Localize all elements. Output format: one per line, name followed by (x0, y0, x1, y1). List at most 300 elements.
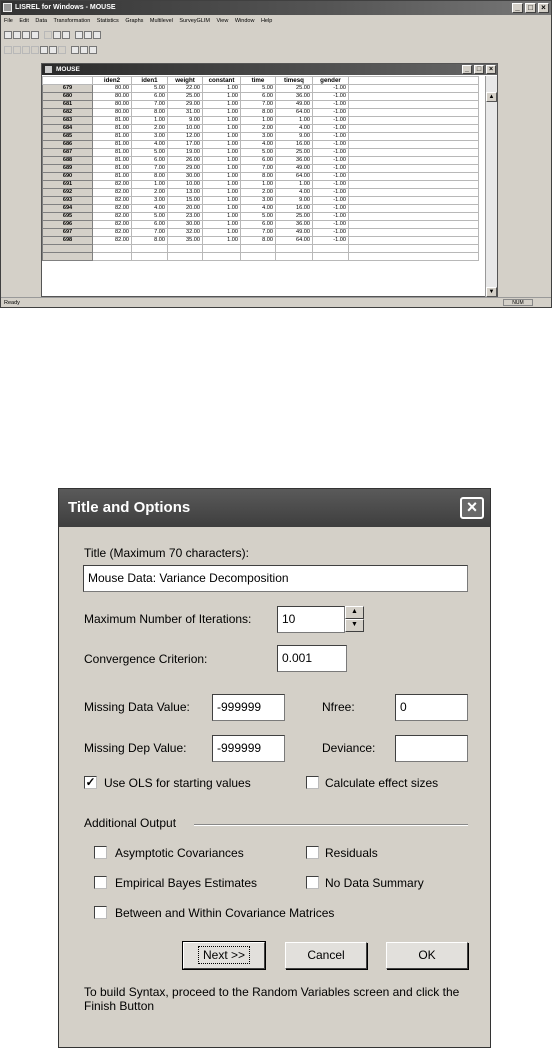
data-cell[interactable]: 29.00 (168, 165, 203, 173)
data-cell[interactable]: -1.00 (313, 85, 349, 93)
data-cell[interactable]: 82.00 (93, 197, 132, 205)
menu-window[interactable]: Window (234, 18, 255, 24)
info-icon[interactable] (84, 31, 92, 39)
data-cell[interactable]: -1.00 (313, 213, 349, 221)
missing-dep-label: Missing Dep Value: (84, 741, 187, 755)
data-cell[interactable]: 7.00 (132, 101, 168, 109)
data-cell[interactable]: 81.00 (93, 149, 132, 157)
row-number-cell[interactable]: 688 (43, 157, 93, 165)
data-cell[interactable]: 1.00 (203, 173, 241, 181)
table-row (43, 165, 479, 173)
missing-data-input[interactable]: -999999 (212, 694, 285, 721)
status-bar (1, 297, 551, 307)
nav-last-icon[interactable] (31, 46, 39, 54)
data-cell[interactable]: 4.00 (241, 205, 276, 213)
delete-icon[interactable] (58, 46, 66, 54)
data-cell[interactable]: 82.00 (93, 205, 132, 213)
table-row (43, 157, 479, 165)
next-button-label: Next >> (198, 946, 250, 964)
empty-cell[interactable] (132, 245, 168, 253)
scroll-up-icon[interactable]: ▲ (486, 92, 497, 102)
no-data-summary-checkbox[interactable] (306, 876, 319, 889)
row-number-cell[interactable]: 689 (43, 165, 93, 173)
column-header[interactable]: weight (168, 77, 203, 85)
empty-cell[interactable] (349, 245, 479, 253)
data-cell[interactable]: 8.00 (241, 109, 276, 117)
row-number-cell[interactable]: 698 (43, 237, 93, 245)
row-number-cell[interactable]: 691 (43, 181, 93, 189)
data-cell[interactable]: 6.00 (132, 93, 168, 101)
data-cell[interactable]: -1.00 (313, 93, 349, 101)
menu-bar (1, 16, 551, 26)
menu-statistics[interactable]: Statistics (96, 18, 119, 24)
data-cell[interactable]: 8.00 (132, 173, 168, 181)
column-header[interactable]: timesq (276, 77, 313, 85)
effect-sizes-checkbox[interactable] (306, 776, 319, 789)
data-cell[interactable]: 30.00 (168, 221, 203, 229)
row-number-cell[interactable]: 692 (43, 189, 93, 197)
paste-icon[interactable] (62, 31, 70, 39)
data-cell[interactable]: 8.00 (132, 109, 168, 117)
between-within-checkbox[interactable] (94, 906, 107, 919)
dialog-title-bar (59, 489, 490, 527)
data-cell[interactable]: 3.00 (132, 133, 168, 141)
data-cell[interactable]: 81.00 (93, 133, 132, 141)
data-cell[interactable]: 1.00 (203, 149, 241, 157)
empty-cell[interactable] (349, 229, 479, 237)
nav-prev-icon[interactable] (13, 46, 21, 54)
empty-cell[interactable] (168, 245, 203, 253)
row-number-cell[interactable]: 686 (43, 141, 93, 149)
data-cell[interactable]: 4.00 (132, 141, 168, 149)
document-icon (45, 66, 52, 73)
row-number-cell[interactable] (43, 253, 93, 261)
empty-cell[interactable] (313, 253, 349, 261)
menu-edit[interactable]: Edit (19, 18, 29, 24)
main-window-title: LISREL for Windows - MOUSE (15, 4, 116, 11)
data-cell[interactable]: 49.00 (276, 101, 313, 109)
data-cell[interactable]: 9.00 (168, 117, 203, 125)
empirical-bayes-checkbox[interactable] (94, 876, 107, 889)
column-header[interactable]: gender (313, 77, 349, 85)
empty-cell[interactable] (349, 181, 479, 189)
data-cell[interactable]: 7.00 (241, 101, 276, 109)
row-number-cell[interactable]: 679 (43, 85, 93, 93)
empty-cell[interactable] (349, 253, 479, 261)
data-cell[interactable]: 80.00 (93, 93, 132, 101)
next-button[interactable] (183, 942, 265, 969)
minimize-icon[interactable]: _ (512, 3, 523, 13)
data-cell[interactable]: -1.00 (313, 125, 349, 133)
data-cell[interactable]: 6.00 (241, 93, 276, 101)
data-cell[interactable]: 2.00 (132, 125, 168, 133)
copy-icon[interactable] (53, 31, 61, 39)
data-cell[interactable]: 1.00 (203, 205, 241, 213)
data-cell[interactable]: 3.00 (241, 197, 276, 205)
empty-cell[interactable] (349, 165, 479, 173)
empty-cell[interactable] (276, 245, 313, 253)
cascade-icon[interactable] (80, 46, 88, 54)
data-cell[interactable]: 26.00 (168, 157, 203, 165)
data-cell[interactable]: 7.00 (132, 229, 168, 237)
empty-cell[interactable] (349, 141, 479, 149)
empty-cell[interactable] (349, 109, 479, 117)
empty-cell[interactable] (276, 253, 313, 261)
row-number-cell[interactable]: 695 (43, 213, 93, 221)
scroll-down-icon[interactable]: ▼ (486, 287, 497, 297)
spreadsheet-grid (42, 76, 482, 297)
data-cell[interactable]: 82.00 (93, 181, 132, 189)
between-within-label: Between and Within Covariance Matrices (115, 906, 335, 920)
data-cell[interactable]: 1.00 (203, 213, 241, 221)
missing-dep-input[interactable]: -999999 (212, 735, 285, 762)
data-cell[interactable]: 81.00 (93, 165, 132, 173)
data-cell[interactable]: 49.00 (276, 229, 313, 237)
menu-view[interactable]: View (216, 18, 229, 24)
empty-cell[interactable] (349, 237, 479, 245)
data-cell[interactable]: 1.00 (203, 229, 241, 237)
max-iterations-spinner[interactable] (345, 606, 364, 633)
data-cell[interactable]: 81.00 (93, 125, 132, 133)
maximize-icon[interactable]: □ (525, 3, 536, 13)
child-minimize-icon[interactable]: _ (462, 65, 472, 74)
data-cell[interactable]: 49.00 (276, 165, 313, 173)
data-cell[interactable]: 1.00 (203, 221, 241, 229)
nav-first-icon[interactable] (4, 46, 12, 54)
data-cell[interactable]: 10.00 (168, 125, 203, 133)
menu-graphs[interactable]: Graphs (125, 18, 144, 24)
print-icon[interactable] (75, 31, 83, 39)
column-header[interactable]: time (241, 77, 276, 85)
data-cell[interactable]: 8.00 (241, 237, 276, 245)
empty-column-header[interactable] (349, 77, 479, 85)
data-cell[interactable]: 25.00 (168, 93, 203, 101)
empty-cell[interactable] (203, 245, 241, 253)
title-input[interactable]: Mouse Data: Variance Decomposition (83, 565, 468, 592)
help-icon[interactable] (93, 31, 101, 39)
data-cell[interactable]: 3.00 (241, 133, 276, 141)
empty-cell[interactable] (349, 189, 479, 197)
data-cell[interactable]: 16.00 (276, 205, 313, 213)
data-cell[interactable]: 1.00 (203, 93, 241, 101)
data-cell[interactable]: 2.00 (241, 189, 276, 197)
data-cell[interactable]: 25.00 (276, 149, 313, 157)
data-cell[interactable]: 1.00 (203, 109, 241, 117)
data-cell[interactable]: -1.00 (313, 189, 349, 197)
data-cell[interactable]: 4.00 (276, 189, 313, 197)
empty-cell[interactable] (93, 253, 132, 261)
data-cell[interactable]: 81.00 (93, 173, 132, 181)
row-number-cell[interactable]: 682 (43, 109, 93, 117)
data-cell[interactable]: 5.00 (241, 85, 276, 93)
empty-cell[interactable] (349, 85, 479, 93)
table-row (43, 221, 479, 229)
table-row (43, 109, 479, 117)
data-cell[interactable]: 19.00 (168, 149, 203, 157)
data-cell[interactable]: 1.00 (203, 181, 241, 189)
close-icon[interactable]: × (538, 3, 549, 13)
data-cell[interactable]: 82.00 (93, 189, 132, 197)
main-title-bar (1, 1, 551, 15)
menu-transformation[interactable]: Transformation (53, 18, 91, 24)
max-iterations-input[interactable]: 10 (277, 606, 345, 633)
table-row (43, 141, 479, 149)
data-cell[interactable]: 1.00 (241, 117, 276, 125)
vertical-scrollbar[interactable] (485, 76, 497, 297)
table-row (43, 85, 479, 93)
row-number-cell[interactable]: 693 (43, 197, 93, 205)
empty-cell[interactable] (349, 213, 479, 221)
deviance-input[interactable] (395, 735, 468, 762)
data-cell[interactable]: 17.00 (168, 141, 203, 149)
data-cell[interactable]: -1.00 (313, 117, 349, 125)
dialog-close-icon[interactable]: × (460, 497, 484, 519)
data-cell[interactable]: 1.00 (203, 133, 241, 141)
empty-cell[interactable] (349, 117, 479, 125)
column-header[interactable]: iden2 (93, 77, 132, 85)
data-cell[interactable]: 7.00 (132, 165, 168, 173)
data-cell[interactable]: 81.00 (93, 157, 132, 165)
data-cell[interactable]: 12.00 (168, 133, 203, 141)
data-cell[interactable]: 1.00 (203, 117, 241, 125)
empty-cell[interactable] (349, 205, 479, 213)
spin-down-icon[interactable]: ▼ (345, 619, 364, 632)
empty-cell[interactable] (349, 157, 479, 165)
cancel-button[interactable]: Cancel (285, 942, 367, 969)
data-cell[interactable]: 1.00 (276, 181, 313, 189)
tile-icon[interactable] (71, 46, 79, 54)
data-cell[interactable]: 32.00 (168, 229, 203, 237)
data-cell[interactable]: -1.00 (313, 181, 349, 189)
row-number-cell[interactable]: 684 (43, 125, 93, 133)
empty-cell[interactable] (349, 221, 479, 229)
empty-cell[interactable] (349, 149, 479, 157)
save-icon[interactable] (22, 31, 30, 39)
data-cell[interactable]: 80.00 (93, 85, 132, 93)
data-cell[interactable]: -1.00 (313, 109, 349, 117)
arrange-icon[interactable] (89, 46, 97, 54)
data-cell[interactable]: 82.00 (93, 221, 132, 229)
sort-icon[interactable] (40, 46, 48, 54)
data-cell[interactable]: 9.00 (276, 133, 313, 141)
data-cell[interactable]: 8.00 (132, 237, 168, 245)
header-row (43, 77, 479, 85)
data-cell[interactable]: 16.00 (276, 141, 313, 149)
row-number-cell[interactable] (43, 245, 93, 253)
data-cell[interactable]: 1.00 (203, 125, 241, 133)
new-file-icon[interactable] (4, 31, 12, 39)
data-cell[interactable]: 36.00 (276, 157, 313, 165)
empty-cell[interactable] (349, 125, 479, 133)
data-cell[interactable]: 1.00 (203, 157, 241, 165)
menu-file[interactable]: File (4, 18, 13, 24)
row-number-cell[interactable]: 690 (43, 173, 93, 181)
title-label: Title (Maximum 70 characters): (84, 546, 249, 560)
data-cell[interactable]: 1.00 (276, 117, 313, 125)
data-cell[interactable]: 2.00 (241, 125, 276, 133)
empty-cell[interactable] (349, 101, 479, 109)
data-cell[interactable]: 1.00 (203, 101, 241, 109)
table-row (43, 101, 479, 109)
data-cell[interactable]: 1.00 (132, 181, 168, 189)
data-cell[interactable]: 36.00 (276, 221, 313, 229)
data-cell[interactable]: 35.00 (168, 237, 203, 245)
ok-button[interactable]: OK (386, 942, 468, 969)
row-number-cell[interactable]: 683 (43, 117, 93, 125)
row-number-cell[interactable]: 687 (43, 149, 93, 157)
data-cell[interactable]: 9.00 (276, 197, 313, 205)
menu-surveyglim[interactable]: SurveyGLIM (179, 18, 210, 24)
data-cell[interactable]: 22.00 (168, 85, 203, 93)
data-cell[interactable]: 4.00 (276, 125, 313, 133)
data-cell[interactable]: -1.00 (313, 205, 349, 213)
use-ols-checkbox[interactable] (84, 776, 97, 789)
data-cell[interactable]: 6.00 (132, 221, 168, 229)
lisrel-app-icon (3, 3, 12, 12)
data-cell[interactable]: -1.00 (313, 229, 349, 237)
data-cell[interactable]: 64.00 (276, 109, 313, 117)
data-cell[interactable]: 64.00 (276, 237, 313, 245)
data-cell[interactable]: 80.00 (93, 101, 132, 109)
child-maximize-icon[interactable]: □ (474, 65, 484, 74)
data-cell[interactable]: 15.00 (168, 197, 203, 205)
no-data-summary-label: No Data Summary (325, 876, 424, 890)
nfree-input[interactable]: 0 (395, 694, 468, 721)
column-header[interactable]: constant (203, 77, 241, 85)
empty-cell[interactable] (349, 197, 479, 205)
data-cell[interactable]: 13.00 (168, 189, 203, 197)
data-cell[interactable]: 1.00 (203, 141, 241, 149)
nav-next-icon[interactable] (22, 46, 30, 54)
menu-data[interactable]: Data (35, 18, 48, 24)
row-number-cell[interactable]: 680 (43, 93, 93, 101)
empty-cell[interactable] (132, 253, 168, 261)
residuals-checkbox[interactable] (306, 846, 319, 859)
data-cell[interactable]: -1.00 (313, 237, 349, 245)
data-cell[interactable]: 3.00 (132, 197, 168, 205)
row-number-cell[interactable]: 696 (43, 221, 93, 229)
empty-cell[interactable] (313, 245, 349, 253)
data-cell[interactable]: 7.00 (241, 165, 276, 173)
data-cell[interactable]: 4.00 (241, 141, 276, 149)
data-cell[interactable]: 1.00 (132, 117, 168, 125)
table-row (43, 117, 479, 125)
row-number-cell[interactable]: 694 (43, 205, 93, 213)
insert-icon[interactable] (49, 46, 57, 54)
data-cell[interactable]: 5.00 (132, 149, 168, 157)
data-cell[interactable]: 82.00 (93, 229, 132, 237)
data-cell[interactable]: 1.00 (203, 189, 241, 197)
data-cell[interactable]: 80.00 (93, 109, 132, 117)
data-cell[interactable]: 31.00 (168, 109, 203, 117)
row-number-cell[interactable]: 681 (43, 101, 93, 109)
empty-cell[interactable] (241, 245, 276, 253)
cut-icon[interactable] (44, 31, 52, 39)
data-cell[interactable]: -1.00 (313, 149, 349, 157)
data-cell[interactable]: 6.00 (132, 157, 168, 165)
data-cell[interactable]: -1.00 (313, 157, 349, 165)
data-cell[interactable]: 2.00 (132, 189, 168, 197)
data-cell[interactable]: -1.00 (313, 141, 349, 149)
data-cell[interactable]: 6.00 (241, 221, 276, 229)
data-cell[interactable]: 1.00 (241, 181, 276, 189)
data-cell[interactable]: -1.00 (313, 165, 349, 173)
spin-up-icon[interactable]: ▲ (345, 606, 364, 619)
data-cell[interactable]: -1.00 (313, 221, 349, 229)
data-cell[interactable]: 29.00 (168, 101, 203, 109)
row-number-cell[interactable]: 697 (43, 229, 93, 237)
menu-multilevel[interactable]: Multilevel (149, 18, 173, 24)
data-cell[interactable]: 5.00 (132, 85, 168, 93)
asymptotic-checkbox[interactable] (94, 846, 107, 859)
data-cell[interactable]: 1.00 (203, 165, 241, 173)
column-header[interactable]: iden1 (132, 77, 168, 85)
empty-cell[interactable] (93, 245, 132, 253)
empty-cell[interactable] (349, 93, 479, 101)
row-number-cell[interactable]: 685 (43, 133, 93, 141)
table-row (43, 149, 479, 157)
data-cell[interactable]: 10.00 (168, 181, 203, 189)
checkmark-icon: ✓ (85, 775, 96, 789)
data-cell[interactable]: 6.00 (241, 157, 276, 165)
data-cell[interactable]: -1.00 (313, 133, 349, 141)
dialog-title: Title and Options (68, 499, 191, 516)
data-cell[interactable]: 20.00 (168, 205, 203, 213)
data-cell[interactable]: -1.00 (313, 197, 349, 205)
table-row (43, 205, 479, 213)
data-cell[interactable]: 36.00 (276, 93, 313, 101)
data-cell[interactable]: 5.00 (241, 213, 276, 221)
data-cell[interactable]: 23.00 (168, 213, 203, 221)
empty-cell[interactable] (203, 253, 241, 261)
data-cell[interactable]: 30.00 (168, 173, 203, 181)
empty-cell[interactable] (168, 253, 203, 261)
data-cell[interactable]: 5.00 (132, 213, 168, 221)
data-cell[interactable]: -1.00 (313, 101, 349, 109)
corner-cell[interactable] (43, 77, 93, 85)
data-cell[interactable]: 64.00 (276, 173, 313, 181)
table-row (43, 133, 479, 141)
empty-cell[interactable] (241, 253, 276, 261)
data-cell[interactable]: 82.00 (93, 237, 132, 245)
data-cell[interactable]: 1.00 (203, 85, 241, 93)
data-cell[interactable]: 7.00 (241, 229, 276, 237)
menu-help[interactable]: Help (260, 18, 273, 24)
group-divider (194, 824, 468, 826)
table-row (43, 213, 479, 221)
data-cell[interactable]: 82.00 (93, 213, 132, 221)
child-close-icon[interactable]: × (486, 65, 496, 74)
data-cell[interactable]: 8.00 (241, 173, 276, 181)
data-cell[interactable]: 25.00 (276, 213, 313, 221)
data-cell[interactable]: 4.00 (132, 205, 168, 213)
data-cell[interactable]: 5.00 (241, 149, 276, 157)
convergence-input[interactable]: 0.001 (277, 645, 347, 672)
empty-table-row (43, 253, 479, 261)
data-cell[interactable]: 1.00 (203, 197, 241, 205)
data-cell[interactable]: -1.00 (313, 173, 349, 181)
data-cell[interactable]: 81.00 (93, 141, 132, 149)
secondary-toolbar (1, 45, 551, 56)
open-file-icon[interactable] (13, 31, 21, 39)
data-cell[interactable]: 1.00 (203, 237, 241, 245)
empty-cell[interactable] (349, 133, 479, 141)
data-cell[interactable]: 81.00 (93, 117, 132, 125)
save-all-icon[interactable] (31, 31, 39, 39)
data-cell[interactable]: 25.00 (276, 85, 313, 93)
use-ols-label: Use OLS for starting values (104, 776, 251, 790)
empty-cell[interactable] (349, 173, 479, 181)
